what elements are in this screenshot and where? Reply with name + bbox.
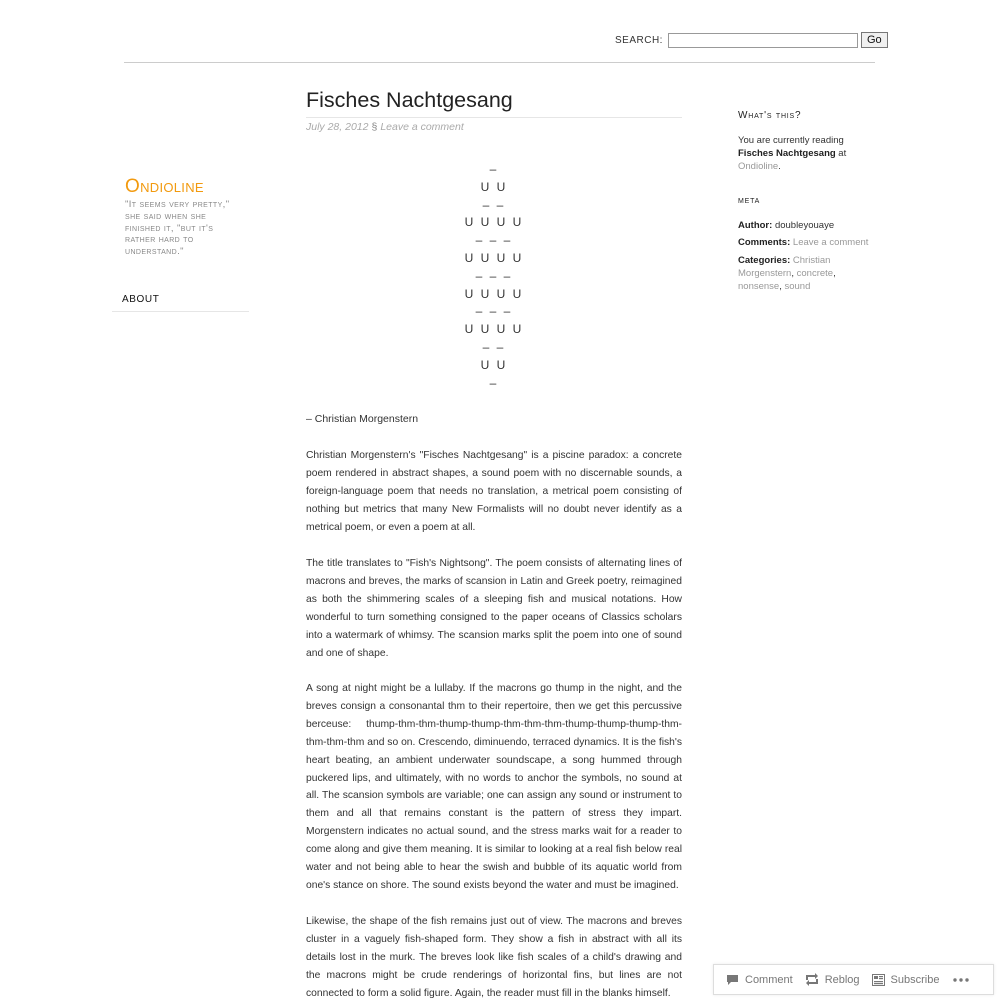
meta-author: [738, 219, 878, 232]
reading-at: at: [835, 148, 847, 159]
site-title[interactable]: Ondioline: [125, 176, 204, 197]
nav-about-link[interactable]: ABOUT: [122, 294, 160, 305]
poem-line: – –: [482, 197, 506, 212]
search-input[interactable]: [668, 33, 858, 48]
category-link[interactable]: Christian Morgenstern: [738, 255, 831, 279]
post-paragraph: A song at night might be a lullaby. If the macrons go thump in the night, and the breves consign a consonantal thm to their repertoire, then we get this percussive berceuse: thump-thm-thm-thump-thump-thm-thm-thm-thump-thump-thump-thm-thm-thm-thm and so on. Crescendo, diminuendo, terraced dynamics. It is the fish's heart beating, an ambient underwater soundscape, a song hummed through puckered lips, and ultimately, with no words to anchor the symbols, no sound at all. The scansion symbols are variable; one can assign any sound or instrument to them and all that remains constant is the pattern of stress they impart. Morgenstern indicates no actual sound, and the stress marks wait for a reader to come along and give them meaning. It is similar to looking at a real fish below real water and not being able to hear the swish and bubble of its aquatic world from one's stance on shore. The sound exists beyond the water and must be imagined.: [306, 683, 682, 891]
comment-label: Comment: [745, 973, 793, 986]
meta-separator: §: [371, 121, 378, 133]
poem-line: –: [489, 375, 499, 390]
author-value: doubleyouaye: [774, 220, 835, 231]
reading-site-link[interactable]: Ondioline: [738, 161, 779, 172]
reblog-icon: [805, 973, 819, 986]
meta-comments: [738, 236, 878, 249]
post-paragraph: Christian Morgenstern's "Fisches Nachtgesang" is a piscine paradox: a concrete poem rendered in abstract shapes, a sound poem with no discernable sounds, a foreign-language poem that needs no translation, a metrical poem consisting of nothing but metrics that many New Formalists will no doubt never identify as a metrical poem, or even a poem at all.: [306, 450, 682, 533]
poem-line: U U: [480, 179, 508, 194]
poem: [434, 161, 554, 392]
nav-divider: [112, 311, 249, 312]
poem-line: – – –: [475, 268, 513, 283]
whats-this-heading: What's this?: [738, 110, 802, 121]
poem-line: – – –: [475, 304, 513, 319]
category-link[interactable]: concrete: [796, 268, 834, 279]
site-tagline: "It seems very pretty," she said when she finished it, "but it's rather hard to understand.": [125, 199, 230, 258]
post-meta: [306, 121, 464, 133]
leave-comment-link[interactable]: Leave a comment: [380, 121, 464, 133]
subscribe-label: Subscribe: [890, 973, 940, 986]
poem-line: U U U U: [464, 322, 524, 337]
poem-line: U U: [480, 357, 508, 372]
post-date[interactable]: July 28, 2012: [306, 121, 369, 133]
action-bar: [713, 964, 994, 995]
poem-line: U U U U: [464, 215, 524, 230]
search-go-button[interactable]: Go: [861, 32, 888, 48]
meta-categories: Categories: Christian Morgenstern, concrete, nonsense, sound: [738, 255, 836, 292]
poem-line: –: [489, 162, 499, 176]
comment-icon: [726, 974, 739, 986]
subscribe-icon: [872, 974, 885, 986]
categories-label: Categories:: [738, 255, 791, 266]
poem-line: U U U U: [464, 286, 524, 301]
comments-label: Comments:: [738, 237, 791, 248]
post-paragraph: The title translates to "Fish's Nightsong". The poem consists of alternating lines of macrons and breves, the marks of scansion in Latin and Greek poetry, reimagined as both the shimmering scales of a sleeping fish and musical notations. How wonderful to turn something consigned to the paper oceans of Classics scholars into a watermark of whimsy. The scansion marks split the poem into one of sound and one of shape.: [306, 558, 682, 659]
reading-end: .: [778, 161, 781, 172]
reblog-button[interactable]: [805, 973, 860, 986]
post-title[interactable]: Fisches Nachtgesang: [306, 88, 513, 112]
more-icon: [953, 978, 969, 982]
whats-this-text: [738, 134, 878, 173]
search-label: SEARCH:: [615, 34, 663, 46]
category-link[interactable]: nonsense: [738, 281, 780, 292]
poem-line: – – –: [475, 233, 513, 248]
title-divider: [306, 117, 682, 118]
category-link[interactable]: sound: [784, 281, 811, 292]
post-paragraph: Likewise, the shape of the fish remains just out of view. The macrons and breves cluster in a vaguely fish-shaped form. They show a fish in abstract with all its details lost in the murk. The breves look like fish scales of a child's drawing and the macrons might be crude renderings of horizontal fins, but lines are not connected to form a solid figure. Again, the reader must fill in the blanks himself.: [306, 916, 682, 999]
more-button[interactable]: [953, 978, 969, 982]
subscribe-button[interactable]: [872, 974, 940, 986]
comments-link[interactable]: Leave a comment: [792, 237, 869, 248]
author-label: Author:: [738, 220, 773, 231]
comment-button[interactable]: [726, 974, 793, 986]
poem-line: U U U U: [464, 250, 524, 265]
poem-line: – –: [482, 339, 506, 354]
poem-attribution: – Christian Morgenstern: [306, 413, 419, 425]
header-divider: [124, 62, 875, 63]
search-form: [615, 32, 888, 48]
reblog-label: Reblog: [824, 973, 860, 986]
reading-text: You are currently reading: [738, 135, 844, 146]
reading-post-title: Fisches Nachtgesang: [738, 148, 836, 159]
meta-heading: meta: [738, 195, 761, 206]
